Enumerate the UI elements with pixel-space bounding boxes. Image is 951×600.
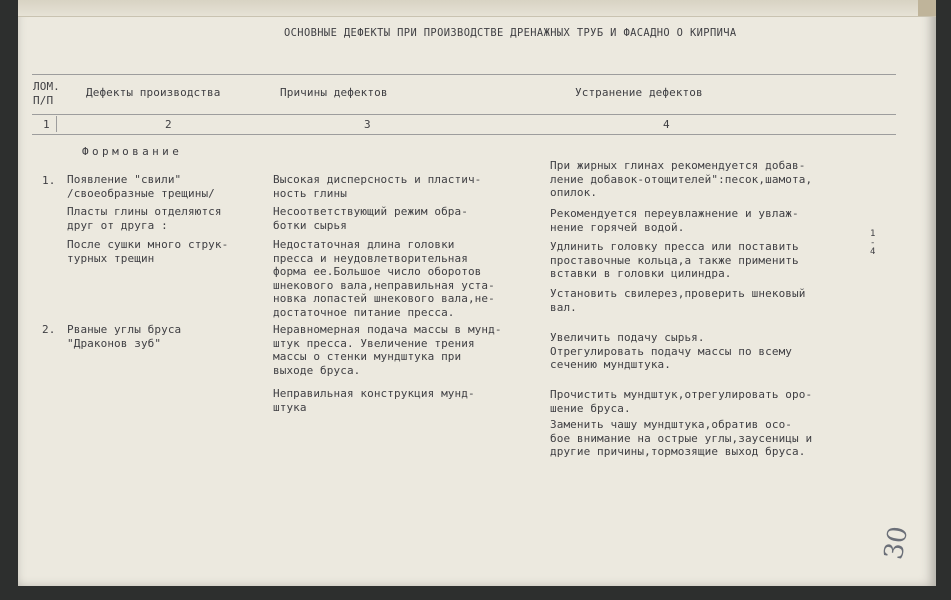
- margin-note: 1 - 4: [870, 229, 876, 257]
- fix-cell: Удлинить головку пресса или поставить проставочные кольца,а также применить вставки в головки цилиндра.: [550, 240, 799, 281]
- cause-cell: Неравномерная подача массы в мунд- штук пресса. Увеличение трения массы о стенки мундштука при выходе бруса.: [273, 323, 502, 377]
- column-number-1: 1: [43, 118, 50, 131]
- row-number: 1.: [42, 174, 56, 187]
- cause-cell: Неправильная конструкция мунд- штука: [273, 387, 475, 414]
- document-title: ОСНОВНЫЕ ДЕФЕКТЫ ПРИ ПРОИЗВОДСТВЕ ДРЕНАЖНЫХ ТРУБ И ФАСАДНО О КИРПИЧА: [284, 27, 737, 39]
- handwritten-page-number: 30: [878, 524, 915, 562]
- column-header-causes: Причины дефектов: [280, 86, 388, 99]
- column-numbers-rule: [32, 134, 896, 135]
- header-top-rule: [32, 74, 896, 75]
- column-number-3: 3: [364, 118, 371, 131]
- defect-cell: После сушки много струк- турных трещин: [67, 238, 229, 265]
- binding-corner: [918, 0, 936, 16]
- fix-cell: Увеличить подачу сырья. Отрегулировать подачу массы по всему сечению мундштука.: [550, 331, 793, 372]
- column-header-fixes: Устранение дефектов: [575, 86, 703, 99]
- fix-cell: Заменить чашу мундштука,обратив осо- бое внимание на острые углы,заусеницы и другие причины,тормозящие выход бруса.: [550, 418, 813, 459]
- fix-cell: Рекомендуется переувлажнение и увлаж- нение горячей водой.: [550, 207, 799, 234]
- column-header-num: ЛОМ. П/П: [33, 80, 60, 107]
- fix-cell: При жирных глинах рекомендуется добав- ление добавок-отощителей":песок,шамота, опилок.: [550, 159, 813, 200]
- defect-cell: Появление "свили" /своеобразные трещины/: [67, 173, 215, 200]
- header-bottom-rule: [32, 114, 896, 115]
- column-number-divider: [56, 116, 57, 132]
- column-number-2: 2: [165, 118, 172, 131]
- fix-cell: Прочистить мундштук,отрегулировать оро- шение бруса.: [550, 388, 813, 415]
- fix-cell: Установить свилерез,проверить шнековый вал.: [550, 287, 806, 314]
- cause-cell: Недостаточная длина головки пресса и неудовлетворительная форма ее.Большое число оборотов шнекового вала,неправильная уста- новка лопастей шнекового вала,не- достаточное питание пресса.: [273, 238, 495, 319]
- defect-cell: Рваные углы бруса "Драконов зуб": [67, 323, 182, 350]
- row-number: 2.: [42, 323, 56, 336]
- cause-cell: Несоответствующий режим обра- ботки сырья: [273, 205, 468, 232]
- defect-cell: Пласты глины отделяются друг от друга :: [67, 205, 222, 232]
- binding-edge: [18, 0, 936, 17]
- column-number-4: 4: [663, 118, 670, 131]
- document-page: [18, 0, 936, 586]
- column-header-defects: Дефекты производства: [86, 86, 221, 99]
- cause-cell: Высокая дисперсность и пластич- ность глины: [273, 173, 482, 200]
- section-title: Формование: [82, 145, 183, 158]
